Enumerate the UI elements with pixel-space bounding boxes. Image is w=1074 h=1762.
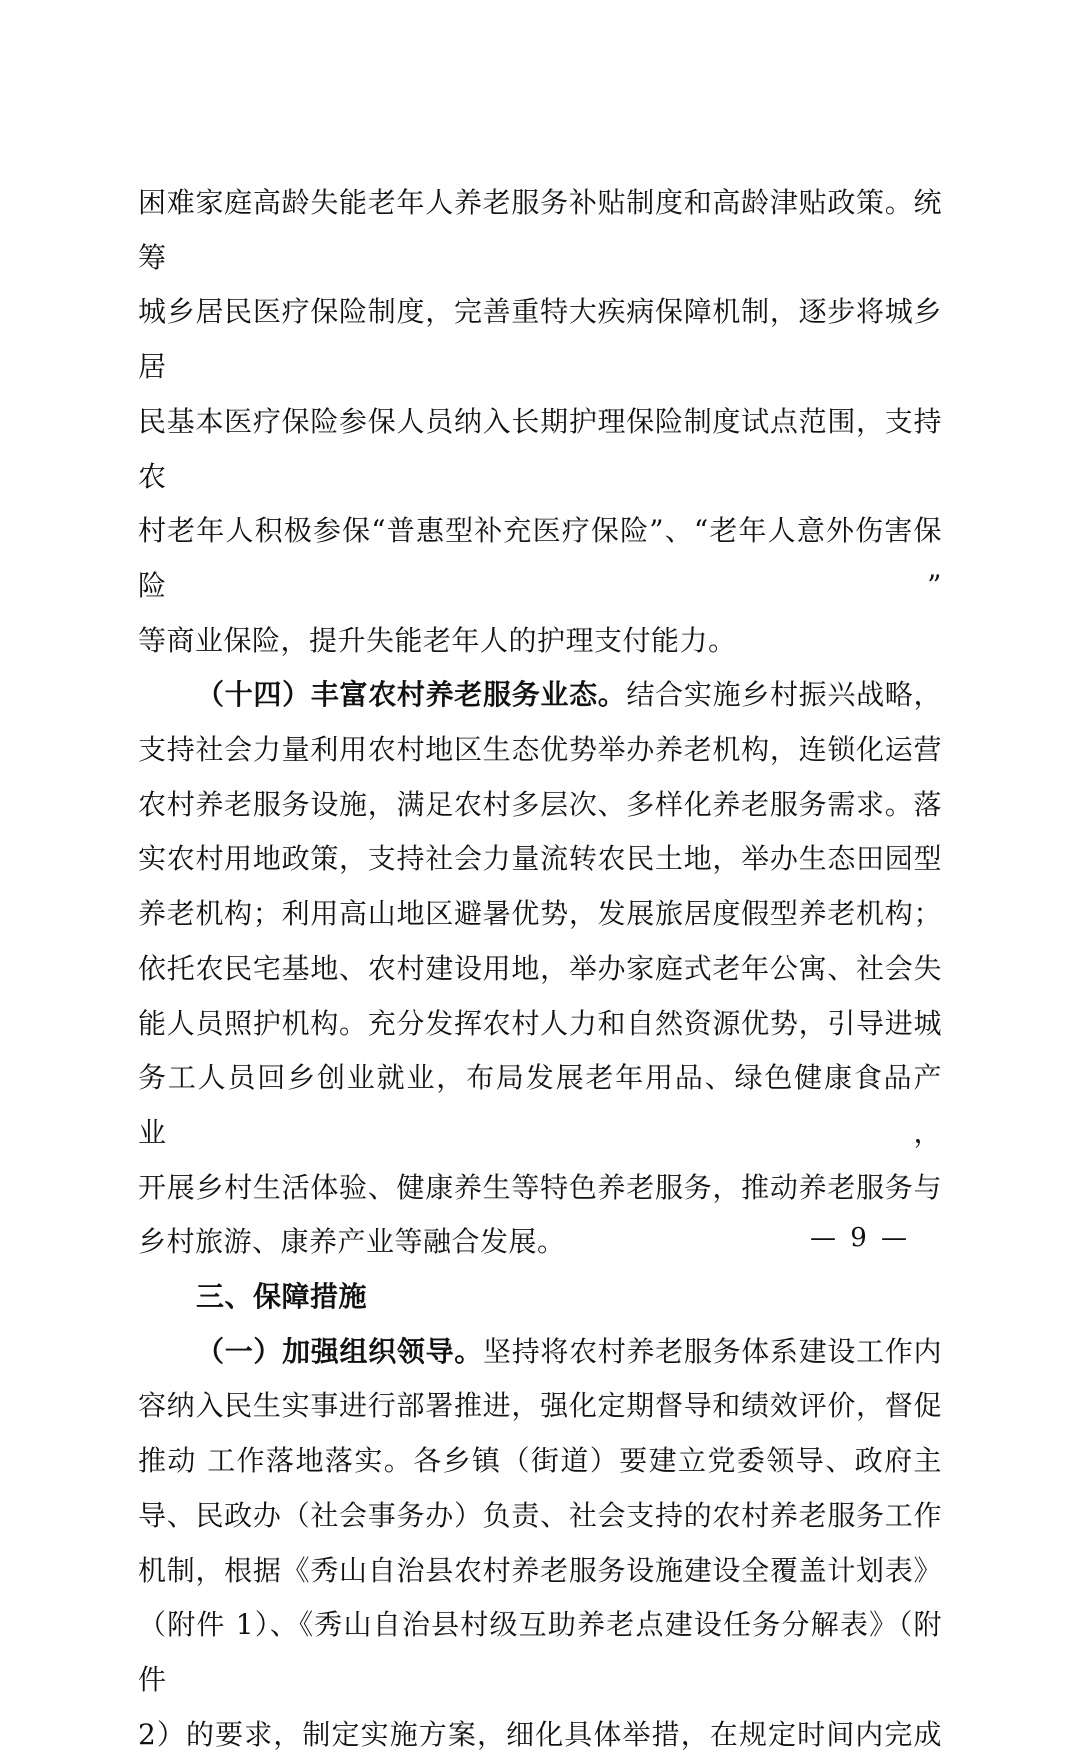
text-line: 导、民政办（社会事务办）负责、社会支持的农村养老服务工作 (138, 1498, 942, 1532)
section-lead: （十四）丰富农村养老服务业态。 (196, 678, 627, 712)
text-line: 容纳入民生实事进行部署推进，强化定期督导和绩效评价，督促 (138, 1389, 942, 1423)
text-line: 机制，根据《秀山自治县农村养老服务设施建设全覆盖计划表》 (138, 1553, 942, 1587)
text-line: 农村养老服务设施，满足农村多层次、多样化养老服务需求。落 (138, 787, 942, 821)
text-line: 依托农民宅基地、农村建设用地，举办家庭式老年公寓、社会失 (138, 951, 942, 985)
section-heading: 三、保障措施 (196, 1280, 368, 1314)
text-line: 乡村旅游、康养产业等融合发展。 (138, 1225, 566, 1259)
text-line: 务工人员回乡创业就业，布局发展老年用品、绿色健康食品产业， (138, 1061, 942, 1149)
text-line: （附件 1）、《秀山自治县村级互助养老点建设任务分解表》（附件 (138, 1608, 942, 1696)
body-text (138, 176, 942, 1762)
text-line: 实农村用地政策，支持社会力量流转农民土地，举办生态田园型 (138, 842, 942, 876)
text-line: 开展乡村生活体验、健康养生等特色养老服务，推动养老服务与 (138, 1170, 942, 1204)
text-line: 民基本医疗保险参保人员纳入长期护理保险制度试点范围，支持农 (138, 404, 942, 493)
text-line (138, 1325, 942, 1380)
text-line: 困难家庭高龄失能老年人养老服务补贴制度和高龄津贴政策。统筹 (138, 186, 942, 274)
page-number: — 9 — (809, 1223, 911, 1253)
text-line: 2）的要求，制定实施方案，细化具体举措，在规定时间内完成 (138, 1717, 942, 1751)
text-line: 村老年人积极参保“普惠型补充医疗保险”、“老年人意外伤害保险” (138, 514, 942, 602)
text-span: 结合实施乡村振兴战略， (626, 678, 942, 712)
text-line (138, 668, 942, 723)
text-line: 能人员照护机构。充分发挥农村人力和自然资源优势，引导进城 (138, 1006, 942, 1040)
text-line: 养老机构；利用高山地区避暑优势，发展旅居度假型养老机构； (138, 897, 942, 931)
text-line: 支持社会力量利用农村地区生态优势举办养老机构，连锁化运营 (138, 733, 942, 767)
text-line: 等商业保险，提升失能老年人的护理支付能力。 (138, 623, 737, 657)
section-lead: （一）加强组织领导。 (196, 1334, 483, 1368)
text-line: 推动 工作落地落实。各乡镇（街道）要建立党委领导、政府主 (138, 1444, 942, 1478)
text-line: 城乡居民医疗保险制度，完善重特大疾病保障机制，逐步将城乡居 (138, 295, 942, 384)
text-span: 坚持将农村养老服务体系建设工作内 (483, 1334, 942, 1368)
